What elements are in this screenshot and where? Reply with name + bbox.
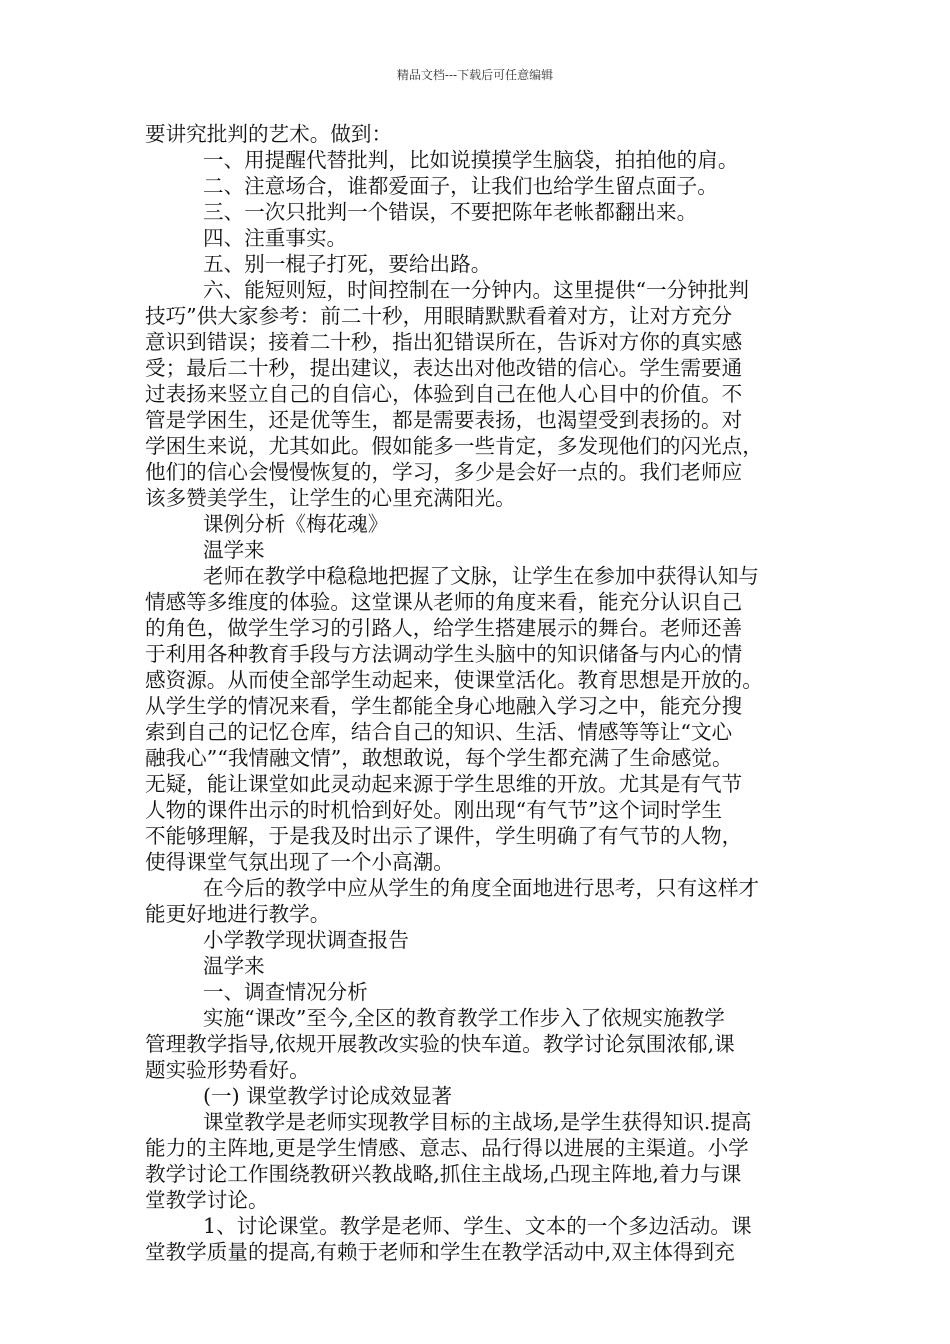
text-line: 堂教学质量的提高,有赖于老师和学生在教学活动中,双主体得到充 xyxy=(145,1240,735,1264)
text-line: 三、一次只批判一个错误，不要把陈年老帐都翻出来。 xyxy=(203,200,698,224)
text-line: 老师在教学中稳稳地把握了文脉，让学生在参加中获得认知与 xyxy=(203,564,760,588)
text-line: 学困生来说，尤其如此。假如能多一些肯定，多发现他们的闪光点， xyxy=(145,434,763,458)
text-line: 从学生学的情况来看，学生都能全身心地融入学习之中，能充分搜 xyxy=(145,694,743,718)
text-line: 管是学困生，还是优等生，都是需要表扬，也渴望受到表扬的。对 xyxy=(145,408,743,432)
text-line: 管理教学指导,依规开展教改实验的快车道。教学讨论氛围浓郁,课 xyxy=(145,1032,735,1056)
text-line: 教学讨论工作围绕教研兴教战略,抓住主战场,凸现主阵地,着力与课 xyxy=(145,1162,742,1186)
document-body xyxy=(145,121,805,1265)
text-line: 情感等多维度的体验。这堂课从老师的角度来看，能充分认识自己 xyxy=(145,590,743,614)
text-line: 1、讨论课堂。教学是老师、学生、文本的一个多边活动。课 xyxy=(203,1214,752,1238)
text-line: 一、调查情况分析 xyxy=(203,980,368,1004)
text-line: 四、注重事实。 xyxy=(203,226,348,250)
text-line: 于利用各种教育手段与方法调动学生头脑中的知识储备与内心的情 xyxy=(145,642,743,666)
text-line: 要讲究批判的艺术。做到： xyxy=(145,122,393,146)
text-line: 融我心”“我情融文情”，敢想敢说，每个学生都充满了生命感觉。 xyxy=(145,746,733,770)
text-line: 受；最后二十秒，提出建议，表达出对他改错的信心。学生需要通 xyxy=(145,356,743,380)
text-line: 实施“课改”至今,全区的教育教学工作步入了依规实施教学 xyxy=(203,1006,725,1030)
text-line: 使得课堂气氛出现了一个小高潮。 xyxy=(145,850,454,874)
page-header: 精品文档---下载后可任意编辑 xyxy=(396,68,554,82)
text-line: 人物的课件出示的时机恰到好处。刚出现“有气节”这个词时学生 xyxy=(145,798,723,822)
text-line: 二、注意场合，谁都爱面子，让我们也给学生留点面子。 xyxy=(203,174,718,198)
text-line: 过表扬来竖立自己的自信心，体验到自己在他人心目中的价值。不 xyxy=(145,382,743,406)
text-line: 意识到错误；接着二十秒，指出犯错误所在，告诉对方你的真实感 xyxy=(145,330,743,354)
text-line: 课例分析《梅花魂》 xyxy=(203,512,389,536)
text-line: 感资源。从而使全部学生动起来，使课堂活化。教育思想是开放的。 xyxy=(145,668,763,692)
text-line: 题实验形势看好。 xyxy=(145,1058,310,1082)
text-line: 一、用提醒代替批判，比如说摸摸学生脑袋，拍拍他的肩。 xyxy=(203,148,739,172)
text-line: 温学来 xyxy=(203,954,265,978)
text-line: (一) 课堂教学讨论成效显著 xyxy=(203,1084,453,1108)
text-line: 技巧”供大家参考：前二十秒，用眼睛默默看着对方，让对方充分 xyxy=(145,304,733,328)
text-line: 在今后的教学中应从学生的角度全面地进行思考，只有这样才 xyxy=(203,876,760,900)
text-line: 的角色，做学生学习的引路人，给学生搭建展示的舞台。老师还善 xyxy=(145,616,743,640)
text-line: 他们的信心会慢慢恢复的，学习，多少是会好一点的。我们老师应 xyxy=(145,460,743,484)
text-line: 该多赞美学生，让学生的心里充满阳光。 xyxy=(145,486,516,510)
text-line: 不能够理解，于是我及时出示了课件，学生明确了有气节的人物， xyxy=(145,824,743,848)
text-line: 小学教学现状调查报告 xyxy=(203,928,409,952)
text-line: 课堂教学是老师实现教学目标的主战场,是学生获得知识.提高 xyxy=(203,1110,752,1134)
text-line: 堂教学讨论。 xyxy=(145,1188,269,1212)
text-line: 能更好地进行教学。 xyxy=(145,902,331,926)
text-line: 五、别一棍子打死，要给出路。 xyxy=(203,252,492,276)
text-line: 温学来 xyxy=(203,538,265,562)
text-line: 无疑，能让课堂如此灵动起来源于学生思维的开放。尤其是有气节 xyxy=(145,772,743,796)
text-line: 索到自己的记忆仓库，结合自己的知识、生活、情感等等让“文心 xyxy=(145,720,733,744)
text-line: 六、能短则短，时间控制在一分钟内。这里提供“一分钟批判 xyxy=(203,278,749,302)
text-line: 能力的主阵地,更是学生情感、意志、品行得以进展的主渠道。小学 xyxy=(145,1136,749,1160)
